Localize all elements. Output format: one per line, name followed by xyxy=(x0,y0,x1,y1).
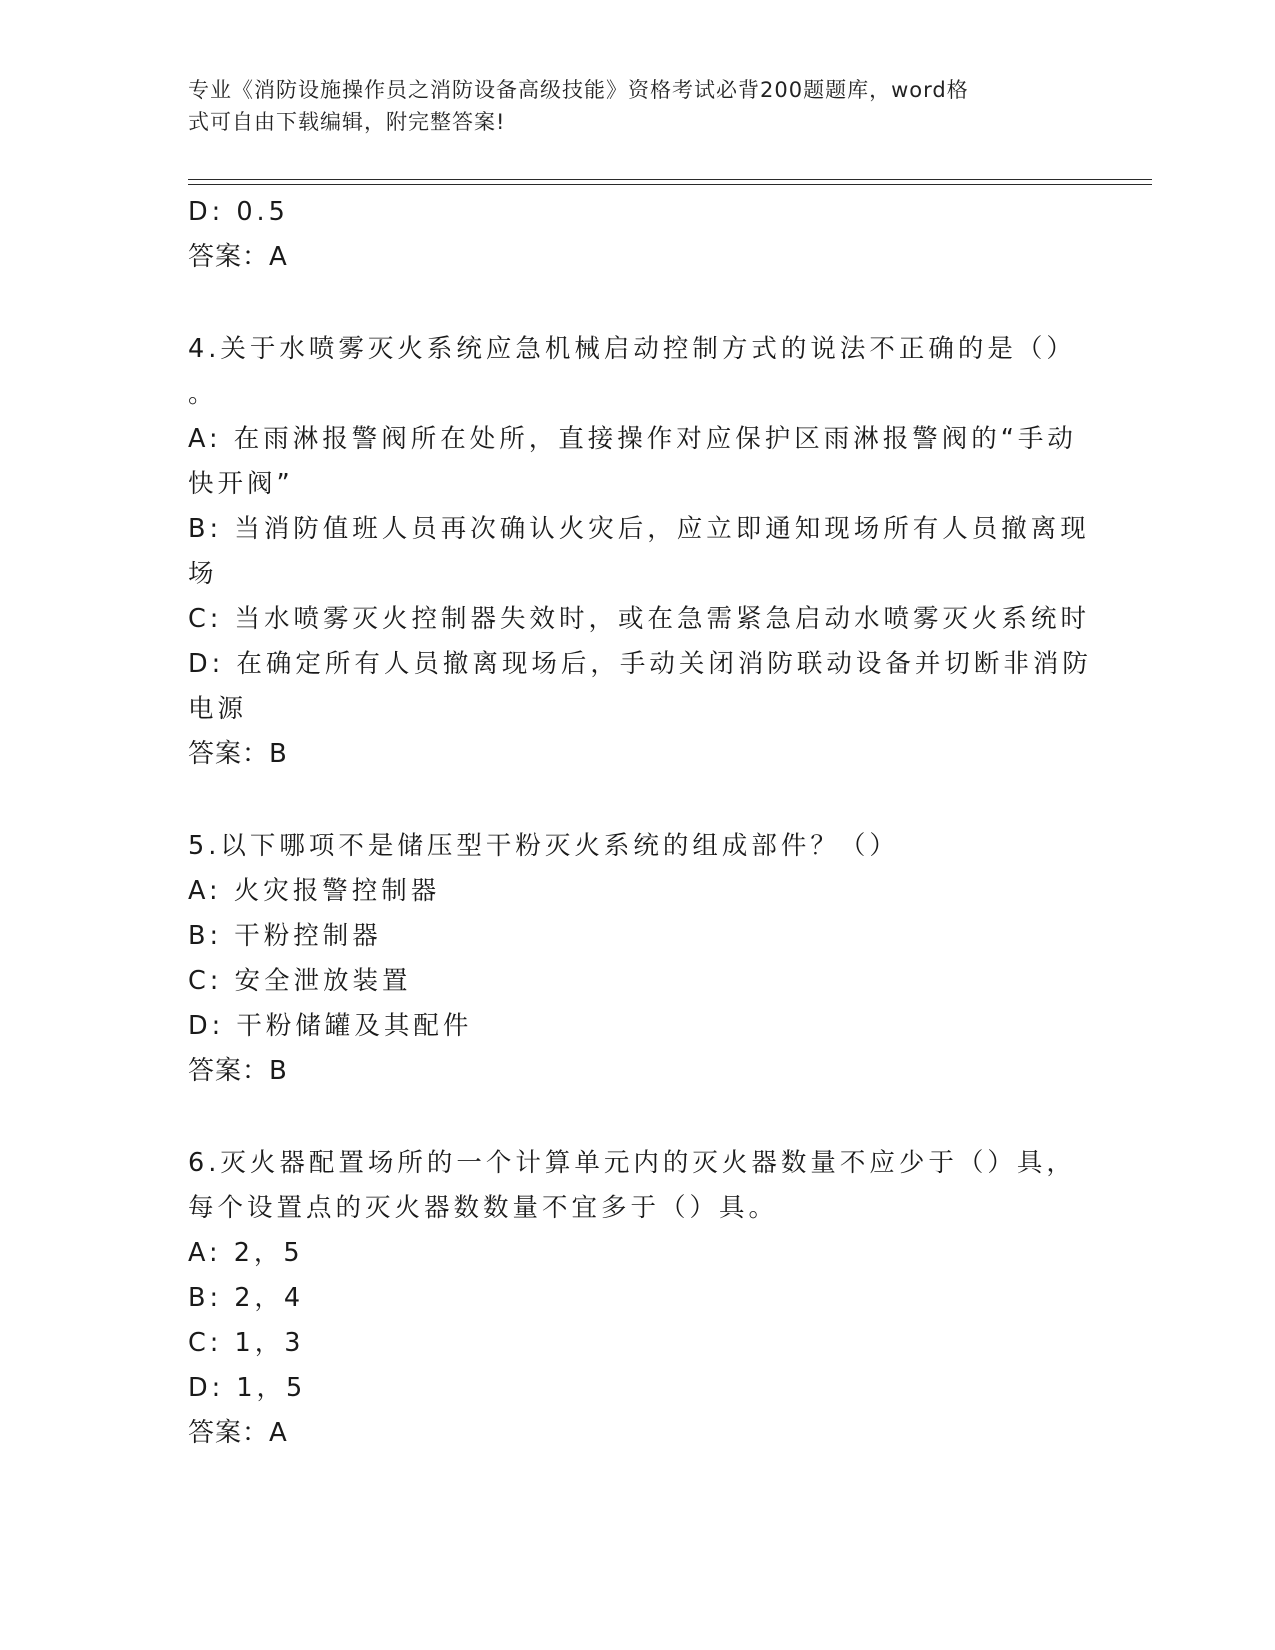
option-a-continued: 快开阀” xyxy=(188,469,294,499)
option-d: D: 干粉储罐及其配件 xyxy=(188,1011,473,1041)
option-d: D: 1，5 xyxy=(188,1373,307,1403)
option-b-continued: 场 xyxy=(188,559,218,589)
answer-label: 答案：B xyxy=(188,1056,288,1086)
option-b: B: 当消防值班人员再次确认火灾后，应立即通知现场所有人员撤离现 xyxy=(188,514,1090,544)
option-c: C: 安全泄放装置 xyxy=(188,966,412,996)
question-6 xyxy=(188,1141,1088,1456)
question-stem: 4.关于水喷雾灭火系统应急机械启动控制方式的说法不正确的是（） xyxy=(188,334,1076,364)
option-b: B: 2，4 xyxy=(188,1283,305,1313)
option-d-continued: 电源 xyxy=(188,694,248,724)
question-stem: 5.以下哪项不是储压型干粉灭火系统的组成部件？（） xyxy=(188,831,899,861)
header-divider-top xyxy=(188,179,1152,180)
option-a: A: 火灾报警控制器 xyxy=(188,876,441,906)
header-title-line-2: 式可自由下载编辑，附完整答案! xyxy=(188,110,506,134)
option-c: C: 当水喷雾灭火控制器失效时，或在急需紧急启动水喷雾灭火系统时 xyxy=(188,604,1091,634)
option-d: D: 在确定所有人员撤离现场后，手动关闭消防联动设备并切断非消防 xyxy=(188,649,1092,679)
option-b: B: 干粉控制器 xyxy=(188,921,382,951)
answer-label: 答案：A xyxy=(188,1418,288,1448)
question-stem-continued: 每个设置点的灭火器数数量不宜多于（）具。 xyxy=(188,1193,779,1223)
answer-label: 答案：A xyxy=(188,242,288,272)
question-5 xyxy=(188,824,1088,1094)
header-divider-bottom xyxy=(188,184,1152,185)
previous-question-tail xyxy=(188,190,1088,280)
question-stem-continued: 。 xyxy=(188,379,218,409)
option-d: D: 0.5 xyxy=(188,197,289,227)
option-a: A: 2，5 xyxy=(188,1238,304,1268)
question-content xyxy=(188,190,1092,1456)
answer-label: 答案：B xyxy=(188,739,288,769)
option-c: C: 1，3 xyxy=(188,1328,305,1358)
question-4 xyxy=(188,327,1092,777)
question-stem: 6.灭火器配置场所的一个计算单元内的灭火器数量不应少于（）具， xyxy=(188,1148,1076,1178)
document-header xyxy=(188,74,1068,138)
header-title-line-1: 专业《消防设施操作员之消防设备高级技能》资格考试必背200题题库，word格 xyxy=(188,78,969,102)
option-a: A: 在雨淋报警阀所在处所，直接操作对应保护区雨淋报警阀的“手动 xyxy=(188,424,1077,454)
